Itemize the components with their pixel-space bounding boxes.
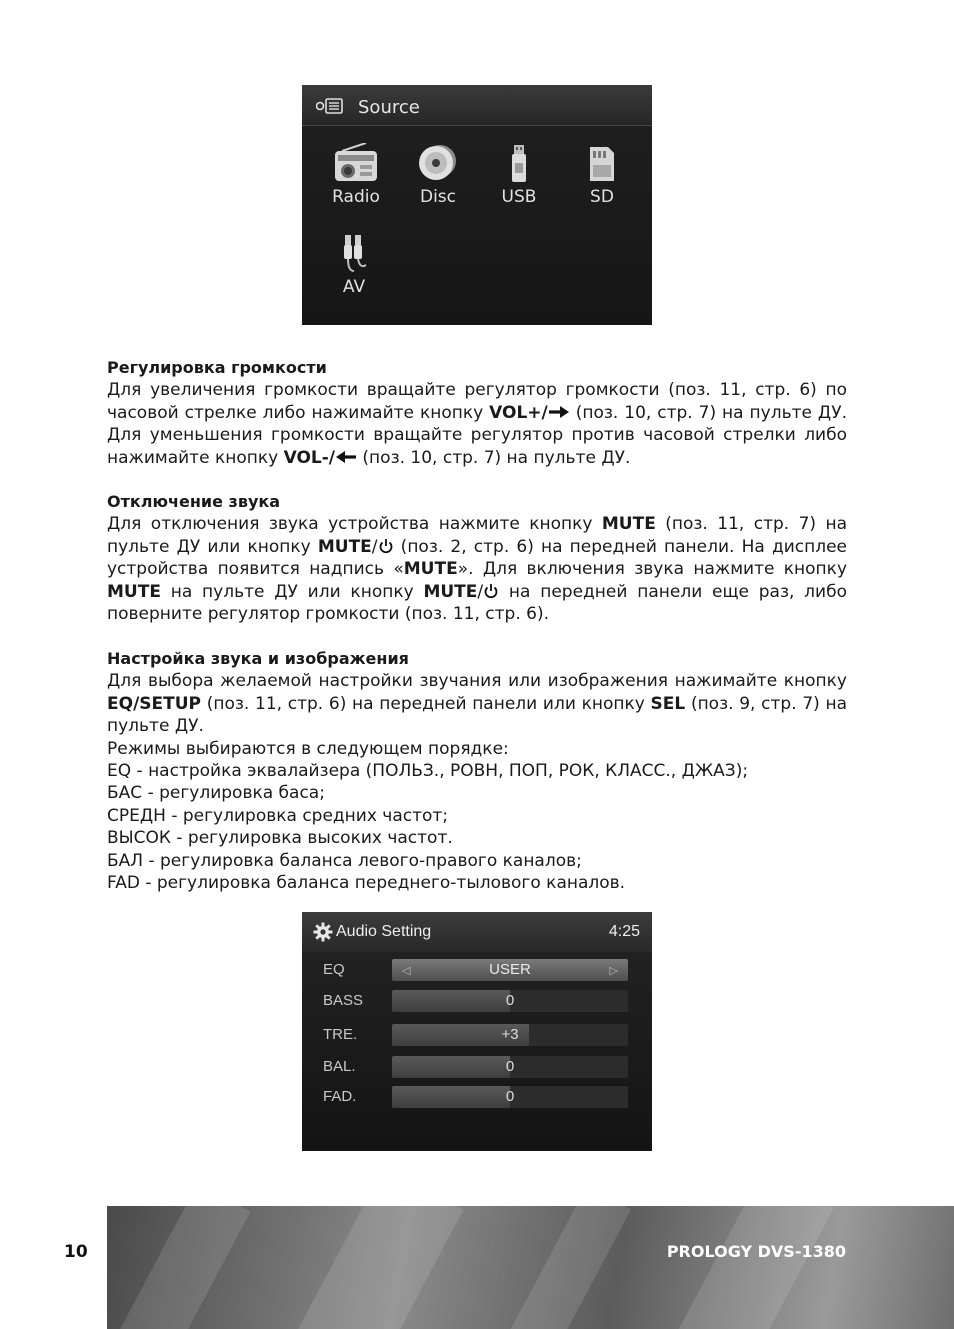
audio-mode-line: EQ - настройка эквалайзера (ПОЛЬЗ., РОВН, ПОП, РОК, КЛАСС., ДЖАЗ);	[107, 761, 749, 782]
power-icon	[483, 583, 499, 599]
bass-slider[interactable]	[392, 990, 628, 1012]
source-title: Source	[358, 97, 420, 118]
section-audio	[107, 648, 847, 894]
source-label-av: AV	[342, 277, 366, 297]
source-item-disc[interactable]	[408, 143, 468, 207]
eq-prev-icon[interactable]: ◁	[402, 964, 411, 977]
usb-icon	[495, 143, 543, 183]
source-item-av[interactable]	[324, 233, 384, 297]
source-item-radio[interactable]	[326, 143, 386, 207]
footer-band	[107, 1206, 954, 1329]
page-number: 10	[64, 1242, 88, 1262]
section-volume-heading: Регулировка громкости	[107, 358, 327, 377]
source-label-usb: USB	[501, 187, 537, 207]
disc-icon	[414, 143, 462, 183]
bass-row[interactable]	[302, 990, 652, 1014]
source-list-icon	[316, 98, 344, 114]
fader-label: FAD.	[323, 1088, 357, 1105]
footer-stripe	[493, 1206, 631, 1329]
footer-brand: PROLOGY DVS-1380	[666, 1242, 846, 1261]
audio-mode-line: СРЕДН - регулировка средних частот;	[107, 805, 449, 826]
treble-slider[interactable]	[392, 1024, 628, 1046]
sd-card-icon	[578, 143, 626, 183]
balance-row[interactable]	[302, 1056, 652, 1080]
source-item-usb[interactable]	[489, 143, 549, 207]
audio-setting-screenshot	[302, 912, 652, 1151]
gear-icon	[313, 922, 333, 942]
eq-row[interactable]	[302, 959, 652, 983]
fader-row[interactable]	[302, 1086, 652, 1110]
source-label-radio: Radio	[332, 187, 380, 207]
source-label-disc: Disc	[419, 187, 457, 207]
balance-slider[interactable]	[392, 1056, 628, 1078]
footer-stripe	[660, 1206, 834, 1329]
source-header	[302, 85, 652, 126]
section-volume	[107, 357, 847, 469]
audio-mode-line: БАС - регулировка баса;	[107, 783, 325, 804]
section-audio-heading: Настройка звука и изображения	[107, 649, 409, 668]
section-volume-text: Для увеличения громкости вращайте регулятор громкости (поз. 11, стр. 6) по часовой стрелке либо нажимайте кнопку VOL+/ (поз. 10, стр. 7) на пульте ДУ. Для уменьшения громкости вращайте регулятор против часовой стрелки либо нажимайте кнопку VOL-/ (поз. 10, стр. 7) на пульте ДУ.	[107, 380, 847, 468]
eq-selector[interactable]	[392, 959, 628, 981]
footer-stripe	[281, 1206, 464, 1329]
source-label-sd: SD	[590, 187, 614, 207]
bass-label: BASS	[323, 992, 364, 1009]
source-item-sd[interactable]	[572, 143, 632, 207]
section-audio-text: Для выбора желаемой настройки звучания или изображения нажимайте кнопку EQ/SETUP (поз. 11, стр. 6) на передней панели или кнопку SEL (поз. 9, стр. 7) на пульте ДУ.	[107, 671, 847, 737]
footer-stripe	[107, 1206, 250, 1329]
audio-header	[302, 912, 652, 952]
av-cable-icon	[330, 233, 378, 273]
arrow-left-icon	[335, 450, 357, 464]
audio-mode-line: Режимы выбираются в следующем порядке:	[107, 738, 509, 759]
audio-mode-line: БАЛ - регулировка баланса левого-правого каналов;	[107, 850, 582, 871]
section-mute-heading: Отключение звука	[107, 492, 281, 511]
radio-icon	[332, 143, 380, 183]
eq-value: USER	[489, 961, 531, 978]
treble-value: +3	[501, 1026, 519, 1043]
arrow-right-icon	[548, 405, 570, 419]
eq-next-icon[interactable]: ▷	[609, 964, 618, 977]
treble-row[interactable]	[302, 1024, 652, 1048]
balance-value: 0	[505, 1058, 515, 1075]
power-icon	[378, 538, 394, 554]
section-mute	[107, 491, 847, 625]
fader-value: 0	[505, 1088, 515, 1105]
section-mute-text: Для отключения звука устройства нажмите кнопку MUTE (поз. 11, стр. 7) на пульте ДУ или кнопку MUTE/ (поз. 2, стр. 6) на передней панели. На дисплее устройства появится надпись «MUTE». Для включения звука нажмите кнопку MUTE на пульте ДУ или кнопку MUTE/ на передней панели еще раз, либо поверните регулятор громкости (поз. 11, стр. 6).	[107, 514, 848, 625]
audio-mode-line: ВЫСОК - регулировка высоких частот.	[107, 828, 453, 849]
source-menu-screenshot	[302, 85, 652, 325]
audio-mode-line: FAD - регулировка баланса переднего-тылового каналов.	[107, 873, 626, 894]
clock-time: 4:25	[608, 923, 640, 940]
fader-slider[interactable]	[392, 1086, 628, 1108]
balance-label: BAL.	[323, 1058, 356, 1075]
eq-label: EQ	[323, 961, 345, 978]
bass-value: 0	[505, 992, 515, 1009]
treble-label: TRE.	[323, 1026, 358, 1043]
audio-title: Audio Setting	[336, 923, 432, 940]
